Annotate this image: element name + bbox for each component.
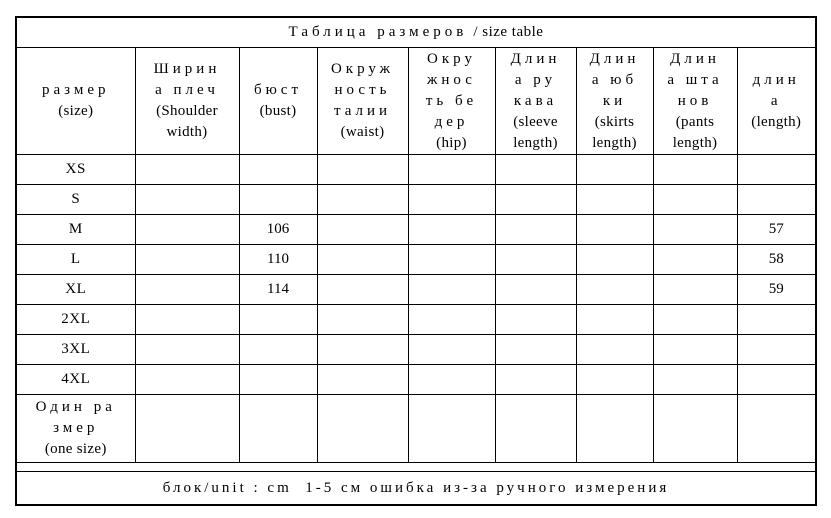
table-cell — [408, 365, 495, 395]
table-cell — [408, 275, 495, 305]
table-row — [17, 275, 815, 305]
table-cell — [408, 335, 495, 365]
table-cell — [576, 215, 653, 245]
table-row — [17, 245, 815, 275]
table-cell — [317, 365, 408, 395]
table-row — [17, 335, 815, 365]
table-cell — [737, 395, 815, 463]
size-chart — [15, 16, 817, 506]
header-skirt: Длин а юб ки (skirts length) — [576, 48, 653, 155]
table-cell — [576, 395, 653, 463]
table-cell — [239, 335, 317, 365]
table-cell — [239, 155, 317, 185]
table-title-en: / size table — [473, 24, 544, 40]
size-table — [17, 48, 815, 463]
table-cell — [653, 155, 737, 185]
table-cell — [135, 185, 239, 215]
size-label: L — [17, 245, 135, 275]
header-row — [17, 48, 815, 155]
header-hip: Окру жнос ть бе дер (hip) — [408, 48, 495, 155]
size-label: M — [17, 215, 135, 245]
table-cell — [408, 395, 495, 463]
table-cell — [239, 185, 317, 215]
table-cell — [653, 365, 737, 395]
table-cell — [653, 245, 737, 275]
header-sleeve: Длин а ру кава (sleeve length) — [495, 48, 576, 155]
header-shoulder: Ширин а плеч (Shoulder width) — [135, 48, 239, 155]
table-cell — [317, 155, 408, 185]
table-cell — [408, 215, 495, 245]
table-cell — [495, 395, 576, 463]
table-cell — [408, 185, 495, 215]
table-cell — [317, 335, 408, 365]
table-cell — [408, 155, 495, 185]
header-bust: бюст (bust) — [239, 48, 317, 155]
table-cell — [408, 245, 495, 275]
size-label: 3XL — [17, 335, 135, 365]
size-label: S — [17, 185, 135, 215]
table-cell — [495, 335, 576, 365]
table-cell — [135, 155, 239, 185]
table-cell: 106 — [239, 215, 317, 245]
table-title — [17, 18, 815, 48]
table-cell: 59 — [737, 275, 815, 305]
table-cell — [737, 305, 815, 335]
table-cell — [653, 215, 737, 245]
table-row — [17, 185, 815, 215]
table-cell — [317, 185, 408, 215]
table-cell: 114 — [239, 275, 317, 305]
table-cell — [135, 365, 239, 395]
table-cell — [576, 335, 653, 365]
table-cell — [653, 395, 737, 463]
table-cell — [495, 245, 576, 275]
size-label: 2XL — [17, 305, 135, 335]
table-cell — [737, 365, 815, 395]
table-cell — [576, 185, 653, 215]
table-cell — [576, 245, 653, 275]
table-cell — [408, 305, 495, 335]
header-waist: Окруж ность талии (waist) — [317, 48, 408, 155]
table-cell — [317, 395, 408, 463]
table-cell — [135, 275, 239, 305]
table-cell — [239, 305, 317, 335]
table-cell — [653, 275, 737, 305]
table-row-one-size — [17, 395, 815, 463]
table-cell — [653, 305, 737, 335]
table-cell — [495, 365, 576, 395]
table-cell — [737, 185, 815, 215]
size-label: XL — [17, 275, 135, 305]
table-cell — [317, 245, 408, 275]
table-title-ru: Таблица размеров — [288, 24, 468, 40]
size-label: XS — [17, 155, 135, 185]
table-row — [17, 155, 815, 185]
table-cell — [737, 155, 815, 185]
table-cell — [239, 395, 317, 463]
table-cell — [653, 335, 737, 365]
table-cell: 58 — [737, 245, 815, 275]
table-row — [17, 305, 815, 335]
table-cell — [576, 365, 653, 395]
table-cell — [135, 395, 239, 463]
table-cell — [135, 335, 239, 365]
table-cell: 110 — [239, 245, 317, 275]
table-cell — [737, 335, 815, 365]
table-cell — [135, 215, 239, 245]
header-length: длин а (length) — [737, 48, 815, 155]
table-cell — [317, 215, 408, 245]
table-cell — [495, 215, 576, 245]
table-row — [17, 365, 815, 395]
table-cell — [495, 275, 576, 305]
table-cell — [495, 185, 576, 215]
footer-note: блок/unit : cm 1-5 см ошибка из-за ручного измерения — [17, 471, 815, 504]
table-cell — [653, 185, 737, 215]
table-cell — [576, 155, 653, 185]
table-cell — [576, 305, 653, 335]
size-label-one-size: Один ра змер (one size) — [17, 395, 135, 463]
table-cell — [576, 275, 653, 305]
table-cell — [135, 245, 239, 275]
table-cell — [135, 305, 239, 335]
header-size: размер (size) — [17, 48, 135, 155]
table-cell: 57 — [737, 215, 815, 245]
size-label: 4XL — [17, 365, 135, 395]
table-cell — [495, 155, 576, 185]
table-cell — [317, 305, 408, 335]
table-cell — [317, 275, 408, 305]
table-row — [17, 215, 815, 245]
table-cell — [239, 365, 317, 395]
table-cell — [495, 305, 576, 335]
header-pants: Длин а шта нов (pants length) — [653, 48, 737, 155]
